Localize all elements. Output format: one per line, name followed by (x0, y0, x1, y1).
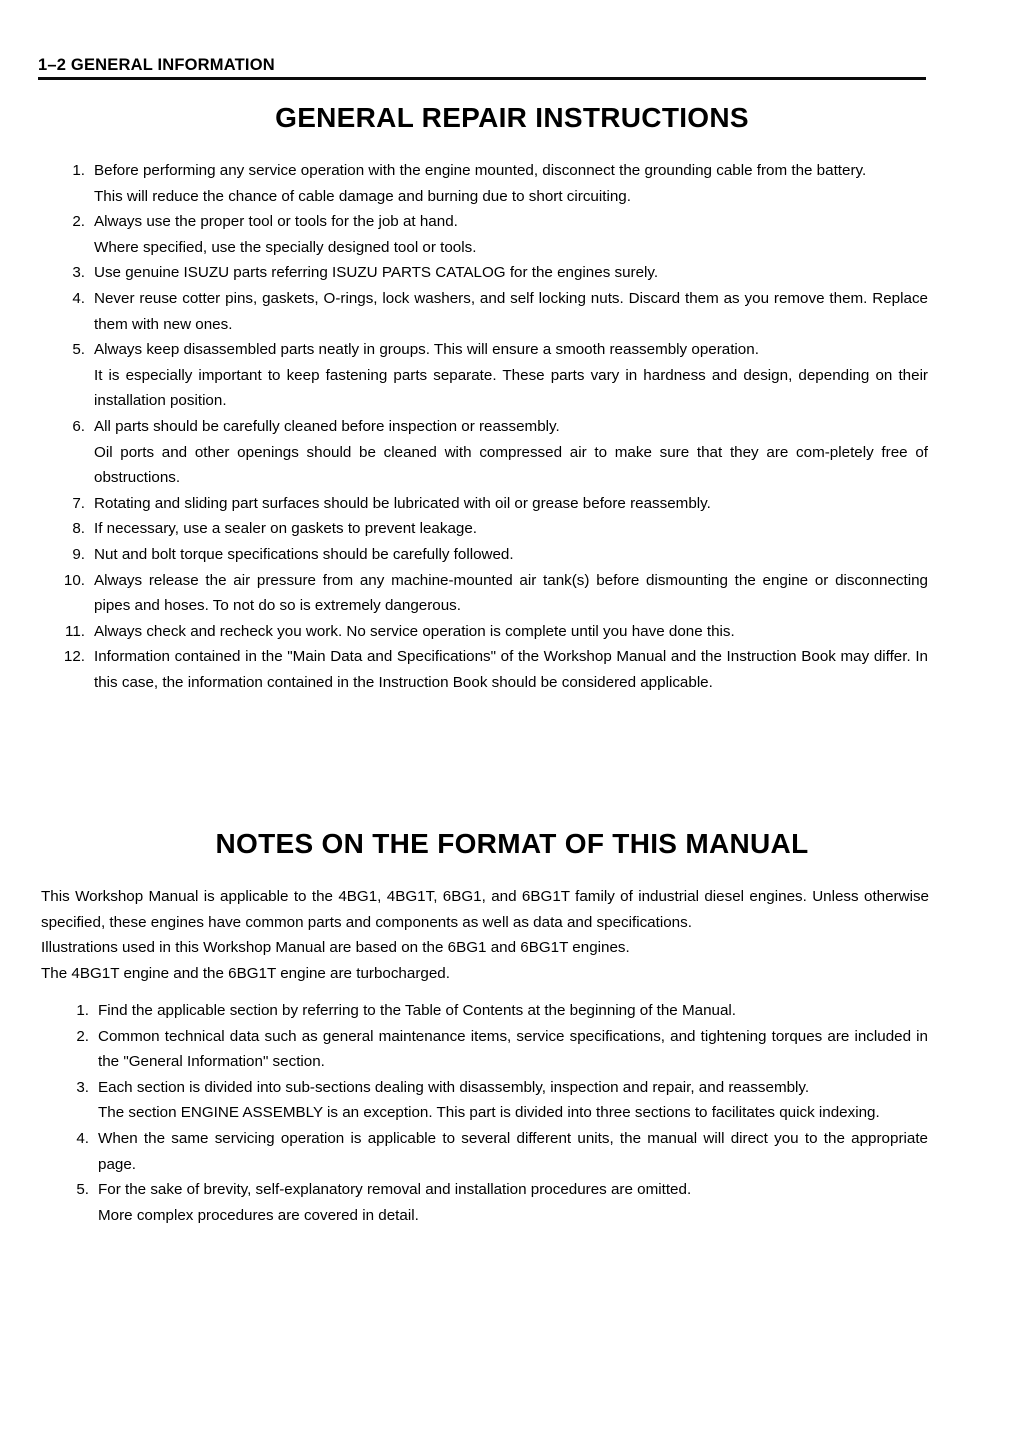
list-item (54, 414, 928, 440)
list-item-text: Rotating and sliding part surfaces should be lubricated with oil or grease before reassembly. (94, 494, 711, 512)
list-item (54, 209, 928, 235)
list-item-text: Use genuine ISUZU parts referring ISUZU PARTS CATALOG for the engines surely. (94, 264, 659, 282)
list-item-continuation: It is especially important to keep fastening parts separate. These parts vary in hardness and design, depending on their installation position. (94, 366, 928, 410)
list-item-text: Always keep disassembled parts neatly in groups. This will ensure a smooth reassembly operation. (94, 341, 759, 359)
list-item-continuation: The section ENGINE ASSEMBLY is an exception. This part is divided into three sections to facilitates quick indexing. (98, 1104, 880, 1122)
list-item-continuation: This will reduce the chance of cable damage and burning due to short circuiting. (94, 187, 631, 205)
list-item-continuation: Where specified, use the specially designed tool or tools. (94, 238, 477, 256)
list-item (54, 286, 928, 337)
list-item-text: Common technical data such as general maintenance items, service specifications, and tightening torques are included in the "General Information" section. (98, 1027, 928, 1071)
list-item-text: All parts should be carefully cleaned before inspection or reassembly. (94, 417, 560, 435)
list-item-number: 11. (65, 622, 85, 640)
list-item-text: For the sake of brevity, self-explanatory removal and installation procedures are omitted. (98, 1181, 692, 1199)
list-item-number: 2. (76, 1027, 89, 1045)
list-item-continuation: More complex procedures are covered in detail. (98, 1206, 419, 1224)
list-item-number: 8. (72, 520, 85, 538)
list-item (54, 644, 928, 695)
list-item-number: 2. (72, 213, 85, 231)
notes-intro-paragraphs (41, 884, 929, 986)
list-item-number: 3. (76, 1078, 89, 1096)
intro-paragraph: Illustrations used in this Workshop Manual are based on the 6BG1 and 6BG1T engines. (41, 939, 630, 957)
list-item-text: Nut and bolt torque specifications should be carefully followed. (94, 545, 514, 563)
list-item-number: 6. (72, 417, 85, 435)
list-item (58, 1126, 928, 1177)
list-item (58, 998, 928, 1024)
list-item-text: Never reuse cotter pins, gaskets, O-rings, lock washers, and self locking nuts. Discard them as you remove them. Replace them with new ones. (94, 289, 928, 333)
list-item-number: 4. (76, 1129, 89, 1147)
list-item-text: Each section is divided into sub-sections dealing with disassembly, inspection and repair, and reassembly. (98, 1078, 810, 1096)
list-item-continuation: Oil ports and other openings should be cleaned with compressed air to make sure that they are com-pletely free of obstructions. (94, 443, 928, 487)
list-item-text: Always check and recheck you work. No service operation is complete until you have done this. (94, 622, 735, 640)
list-item-number: 1. (76, 1002, 89, 1019)
list-item (58, 1024, 928, 1075)
list-item (54, 568, 928, 619)
list-item-number: 10. (63, 571, 85, 589)
list-item (54, 337, 928, 363)
section-heading-general-repair-instructions: GENERAL REPAIR INSTRUCTIONS (275, 102, 749, 133)
page-header (38, 56, 926, 80)
list-item-text: Information contained in the "Main Data and Specifications" of the Workshop Manual and the Instruction Book may differ. In this case, the information contained in the Instruction Book should be considered applicable. (94, 648, 928, 691)
list-item-number: 3. (72, 264, 85, 282)
general-repair-instructions-list (54, 158, 928, 695)
list-item-number: 9. (72, 545, 85, 563)
list-item (54, 158, 928, 184)
list-item (58, 1177, 928, 1203)
list-item-text: If necessary, use a sealer on gaskets to prevent leakage. (94, 520, 478, 538)
intro-paragraph: This Workshop Manual is applicable to the 4BG1, 4BG1T, 6BG1, and 6BG1T family of industrial diesel engines. Unless otherwise specified, these engines have common parts and components as well as data and specifications. (41, 888, 929, 931)
list-item (54, 491, 928, 517)
list-item (54, 542, 928, 568)
list-item (54, 619, 928, 645)
header-rule (38, 77, 926, 80)
intro-paragraph: The 4BG1T engine and the 6BG1T engine are turbocharged. (41, 964, 450, 982)
section-heading-notes-on-the-format-of-this-manual: NOTES ON THE FORMAT OF THIS MANUAL (215, 828, 809, 859)
list-item (54, 516, 928, 542)
list-item-number: 1. (72, 162, 85, 179)
list-item-number: 7. (72, 494, 85, 512)
list-item-number: 5. (72, 341, 85, 359)
list-item-number: 4. (72, 289, 85, 307)
list-item-number: 5. (76, 1181, 89, 1199)
list-item-number: 12. (63, 648, 85, 666)
list-item (54, 260, 928, 286)
list-item-text: Always release the air pressure from any machine-mounted air tank(s) before dismounting the engine or disconnecting pipes and hoses. To not do so is extremely dangerous. (94, 571, 928, 615)
page-header-text: 1–2 GENERAL INFORMATION (38, 56, 275, 74)
list-item (58, 1075, 928, 1101)
list-item-text: Always use the proper tool or tools for the job at hand. (94, 213, 458, 231)
list-item-text: Before performing any service operation with the engine mounted, disconnect the grounding cable from the battery. (94, 162, 867, 179)
list-item-text: When the same servicing operation is applicable to several different units, the manual will direct you to the appropriate page. (98, 1129, 928, 1173)
notes-format-list (58, 998, 928, 1228)
list-item-text: Find the applicable section by referring to the Table of Contents at the beginning of the Manual. (98, 1002, 737, 1019)
